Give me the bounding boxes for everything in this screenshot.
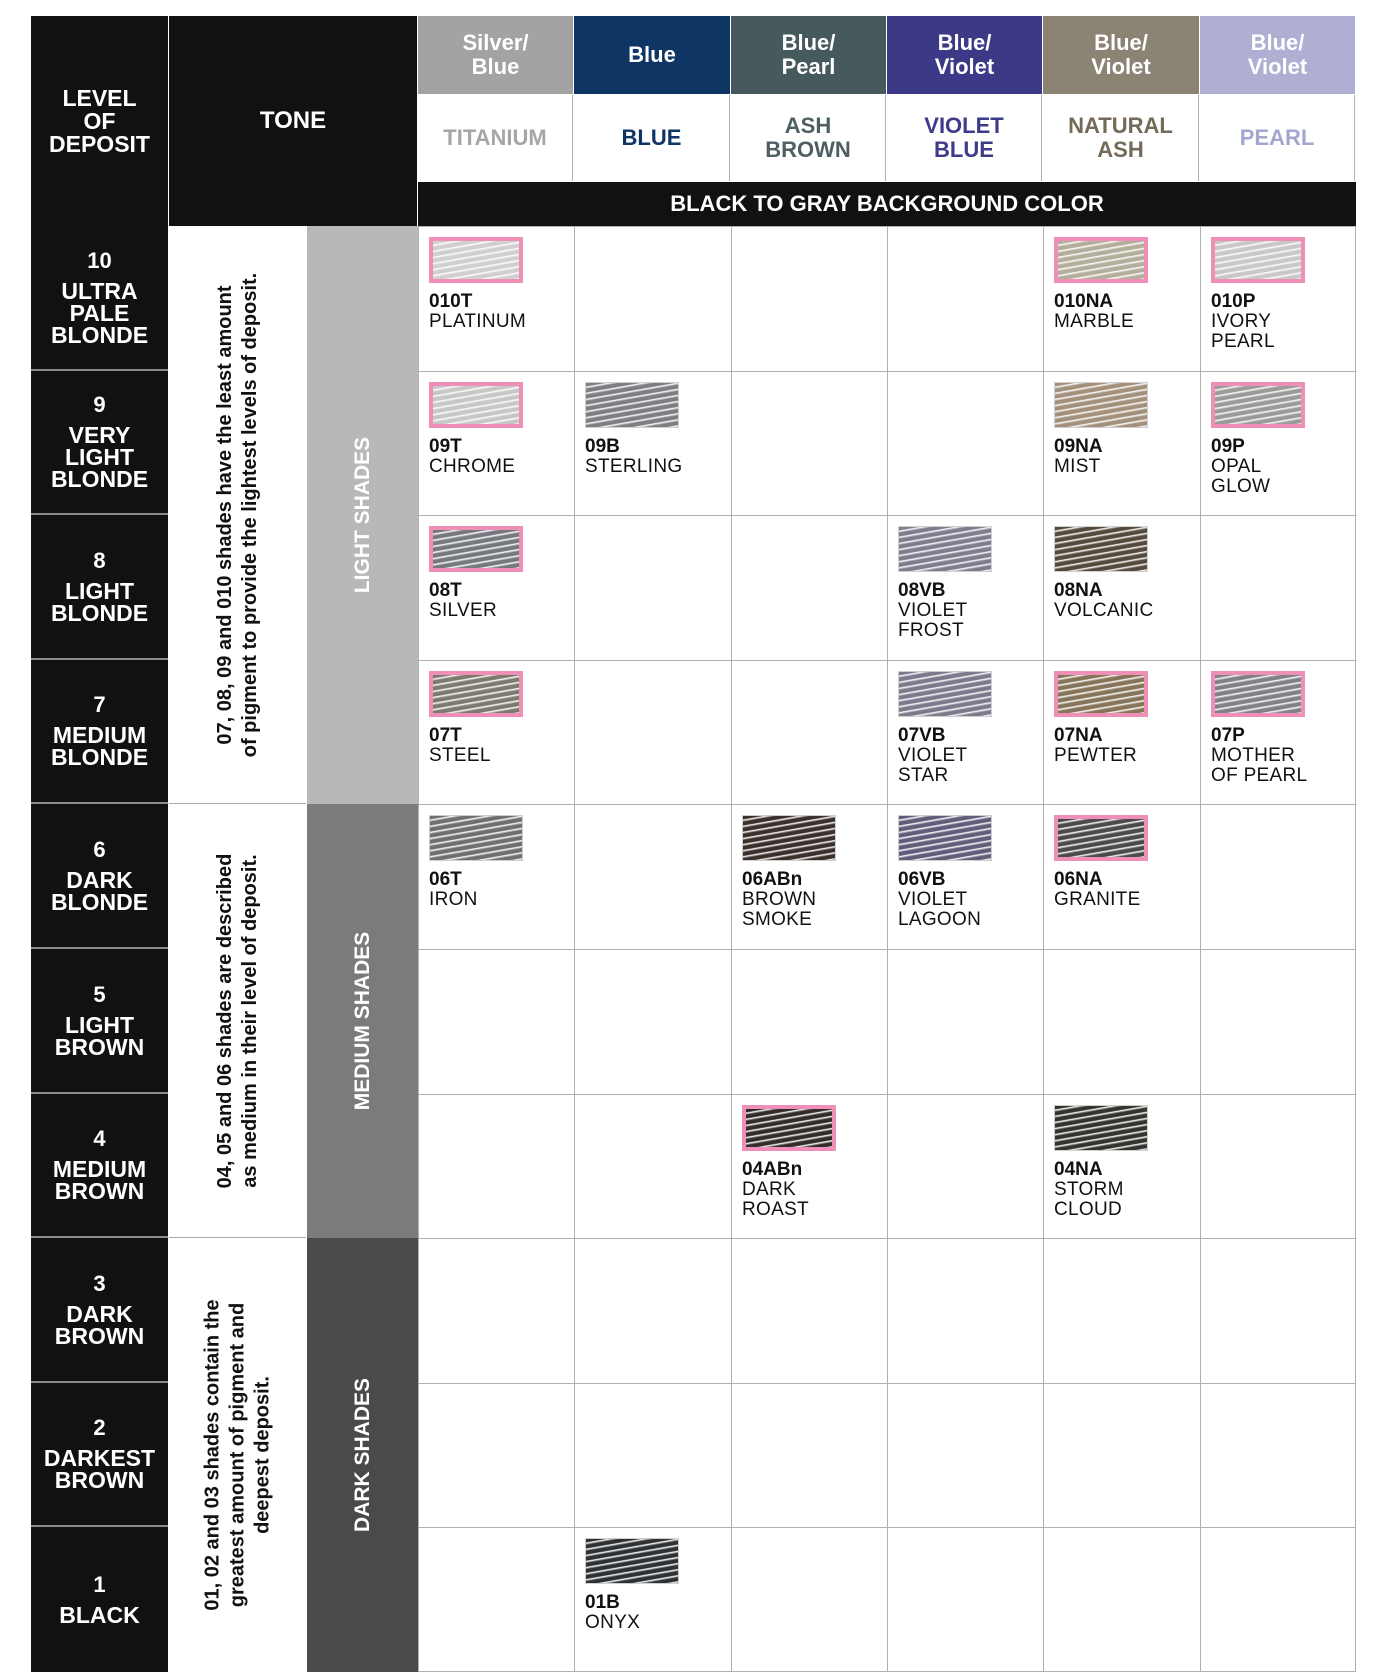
shade-name: STORM CLOUD <box>1054 1179 1124 1220</box>
shade-swatch <box>898 671 992 717</box>
shade-item <box>1054 237 1194 332</box>
shade-item <box>429 671 569 766</box>
band-medium-shades <box>307 804 418 1238</box>
level-name: DARKEST BROWN <box>43 1445 156 1493</box>
level-number: 8 <box>93 547 106 573</box>
shade-swatch <box>1054 382 1148 428</box>
level-row-label <box>31 1383 168 1527</box>
shade-code: 08T <box>429 580 462 601</box>
column-family-header: Blue/ Violet <box>887 16 1042 94</box>
shade-item <box>742 1105 882 1220</box>
level-number: 4 <box>93 1126 106 1151</box>
column-family-header: Blue/ Pearl <box>731 16 886 94</box>
shade-item <box>742 815 882 930</box>
level-name: BLACK <box>59 1601 140 1628</box>
shade-swatch <box>585 1538 679 1584</box>
level-name: LIGHT BROWN <box>54 1011 145 1060</box>
shade-swatch <box>1211 382 1305 428</box>
shade-name: MIST <box>1054 456 1101 477</box>
grid-line-horizontal <box>418 949 1356 950</box>
shade-code: 01B <box>585 1592 620 1613</box>
column-tone-name: NATURAL ASH <box>1043 95 1199 181</box>
shade-swatch <box>429 526 523 572</box>
shade-swatch <box>742 1105 836 1151</box>
shade-name: ONYX <box>585 1612 641 1633</box>
background-color-label: BLACK TO GRAY BACKGROUND COLOR <box>670 191 1104 216</box>
column-tone-name: PEARL <box>1200 95 1355 181</box>
shade-code: 07NA <box>1054 725 1103 746</box>
column-family-header: Blue <box>574 16 730 94</box>
shade-swatch <box>1054 526 1148 572</box>
shade-item <box>429 237 569 332</box>
grid-line-horizontal <box>418 226 1356 227</box>
description-medium <box>169 804 306 1238</box>
shade-item <box>1054 815 1194 910</box>
shade-swatch <box>1054 237 1148 283</box>
shade-code: 04ABn <box>742 1159 803 1180</box>
level-row-label <box>31 1094 168 1238</box>
shade-name: STERLING <box>585 456 683 477</box>
shade-code: 08NA <box>1054 580 1103 601</box>
shade-name: VIOLET STAR <box>898 745 968 786</box>
level-row-label <box>31 1238 168 1383</box>
shade-item <box>1054 382 1194 477</box>
shade-name: VOLCANIC <box>1054 600 1154 621</box>
shade-name: IRON <box>429 889 478 910</box>
column-family-header: Blue/ Violet <box>1043 16 1199 94</box>
band-light-shades <box>307 226 418 804</box>
level-row-label <box>31 515 168 660</box>
shade-code: 06NA <box>1054 869 1103 890</box>
shade-swatch <box>429 237 523 283</box>
shade-name: DARK ROAST <box>742 1179 809 1220</box>
shade-code: 09B <box>585 436 620 457</box>
shade-item <box>1054 526 1194 621</box>
description-light <box>169 226 306 804</box>
description-light-text: 07, 08, 09 and 010 shades have the least amount of pigment to provide the lightest levels of deposit. <box>213 272 261 757</box>
grid-line-horizontal <box>418 515 1356 516</box>
tone-header <box>169 16 417 226</box>
shade-code: 07VB <box>898 725 946 746</box>
shade-name: IVORY PEARL <box>1211 311 1275 352</box>
level-number: 6 <box>93 836 106 862</box>
shade-item <box>898 671 1038 786</box>
shade-code: 08VB <box>898 580 946 601</box>
shade-name: SILVER <box>429 600 497 621</box>
level-number: 2 <box>93 1415 106 1440</box>
shade-name: PEWTER <box>1054 745 1138 766</box>
level-number: 5 <box>93 981 106 1007</box>
shade-name: OPAL GLOW <box>1211 456 1271 497</box>
shade-swatch <box>1054 815 1148 861</box>
shade-code: 07P <box>1211 725 1245 746</box>
band-medium-label: MEDIUM SHADES <box>350 931 374 1111</box>
level-number: 1 <box>93 1571 106 1597</box>
shade-name: GRANITE <box>1054 889 1141 910</box>
column-family-header: Blue/ Violet <box>1200 16 1355 94</box>
shade-code: 09NA <box>1054 436 1103 457</box>
shade-code: 09P <box>1211 436 1245 457</box>
level-name: DARK BROWN <box>54 1300 145 1349</box>
level-name: DARK BLONDE <box>50 866 149 915</box>
shade-item <box>429 815 569 910</box>
description-dark <box>169 1238 306 1672</box>
shade-code: 04NA <box>1054 1159 1103 1180</box>
level-row-label <box>31 371 168 515</box>
level-name: LIGHT BLONDE <box>50 577 149 626</box>
shade-swatch <box>742 815 836 861</box>
description-dark-text: 01, 02 and 03 shades contain the greatest amount of pigment and deepest deposit. <box>201 1299 273 1611</box>
level-number: 9 <box>93 392 106 417</box>
level-row-label <box>31 1527 168 1672</box>
shade-code: 07T <box>429 725 462 746</box>
grid-line-horizontal <box>418 1238 1356 1239</box>
shade-name: VIOLET FROST <box>898 600 968 641</box>
shade-code: 010P <box>1211 291 1256 312</box>
level-number: 7 <box>93 692 106 717</box>
level-name: MEDIUM BROWN <box>52 1156 147 1204</box>
shade-name: BROWN SMOKE <box>742 889 817 930</box>
column-tone-name: ASH BROWN <box>731 95 886 181</box>
shade-code: 06ABn <box>742 869 803 890</box>
shade-item <box>898 526 1038 641</box>
shade-code: 06VB <box>898 869 946 890</box>
background-color-bar <box>418 182 1356 226</box>
shade-swatch <box>898 815 992 861</box>
band-light-label: LIGHT SHADES <box>350 436 374 594</box>
shade-name: CHROME <box>429 456 516 477</box>
band-dark-shades <box>307 1238 418 1672</box>
shade-code: 010NA <box>1054 291 1114 312</box>
shade-swatch <box>429 382 523 428</box>
grid-line-horizontal <box>418 1094 1356 1095</box>
shade-name: STEEL <box>429 745 491 766</box>
column-family-header: Silver/ Blue <box>418 16 573 94</box>
level-of-deposit-header <box>31 16 168 226</box>
shade-swatch <box>429 671 523 717</box>
tone-title: TONE <box>259 107 327 134</box>
shade-swatch <box>1211 237 1305 283</box>
column-tone-name: VIOLET BLUE <box>887 95 1042 181</box>
band-dark-label: DARK SHADES <box>350 1377 374 1533</box>
level-name: VERY LIGHT BLONDE <box>50 422 149 492</box>
grid-line-horizontal <box>418 804 1356 805</box>
shade-swatch <box>429 815 523 861</box>
shade-item <box>1211 382 1351 497</box>
level-row-label <box>31 804 168 949</box>
shade-name: PLATINUM <box>429 311 527 332</box>
shade-code: 09T <box>429 436 462 457</box>
shade-swatch <box>1054 671 1148 717</box>
description-medium-text: 04, 05 and 06 shades are described as medium in their level of deposit. <box>213 853 261 1188</box>
shade-item <box>1054 671 1194 766</box>
shade-item <box>429 382 569 477</box>
shade-name: VIOLET LAGOON <box>898 889 982 930</box>
shade-code: 06T <box>429 869 462 890</box>
shade-swatch <box>585 382 679 428</box>
shade-item <box>585 1538 725 1633</box>
level-row-label <box>31 949 168 1094</box>
grid-line-horizontal <box>418 1383 1356 1384</box>
grid-line-horizontal <box>418 660 1356 661</box>
level-row-label <box>31 226 168 371</box>
column-tone-name: TITANIUM <box>418 95 573 181</box>
level-name: ULTRA PALE BLONDE <box>50 277 149 348</box>
level-number: 3 <box>93 1270 106 1296</box>
grid-line-horizontal <box>418 1527 1356 1528</box>
grid-line-horizontal <box>418 1671 1356 1672</box>
column-tone-name: BLUE <box>574 95 730 181</box>
level-of-deposit-title: LEVEL OF DEPOSIT <box>49 84 150 157</box>
grid-line-horizontal <box>418 371 1356 372</box>
shade-name: MOTHER OF PEARL <box>1211 745 1308 786</box>
level-number: 10 <box>87 247 112 273</box>
shade-item <box>898 815 1038 930</box>
shade-item <box>1211 671 1351 786</box>
shade-item <box>429 526 569 621</box>
shade-item <box>585 382 725 477</box>
shade-swatch <box>1211 671 1305 717</box>
level-name: MEDIUM BLONDE <box>50 722 149 770</box>
shade-item <box>1211 237 1351 352</box>
level-row-label <box>31 660 168 804</box>
shade-code: 010T <box>429 291 473 312</box>
shade-name: MARBLE <box>1054 311 1134 332</box>
shade-swatch <box>1054 1105 1148 1151</box>
shade-item <box>1054 1105 1194 1220</box>
shade-swatch <box>898 526 992 572</box>
